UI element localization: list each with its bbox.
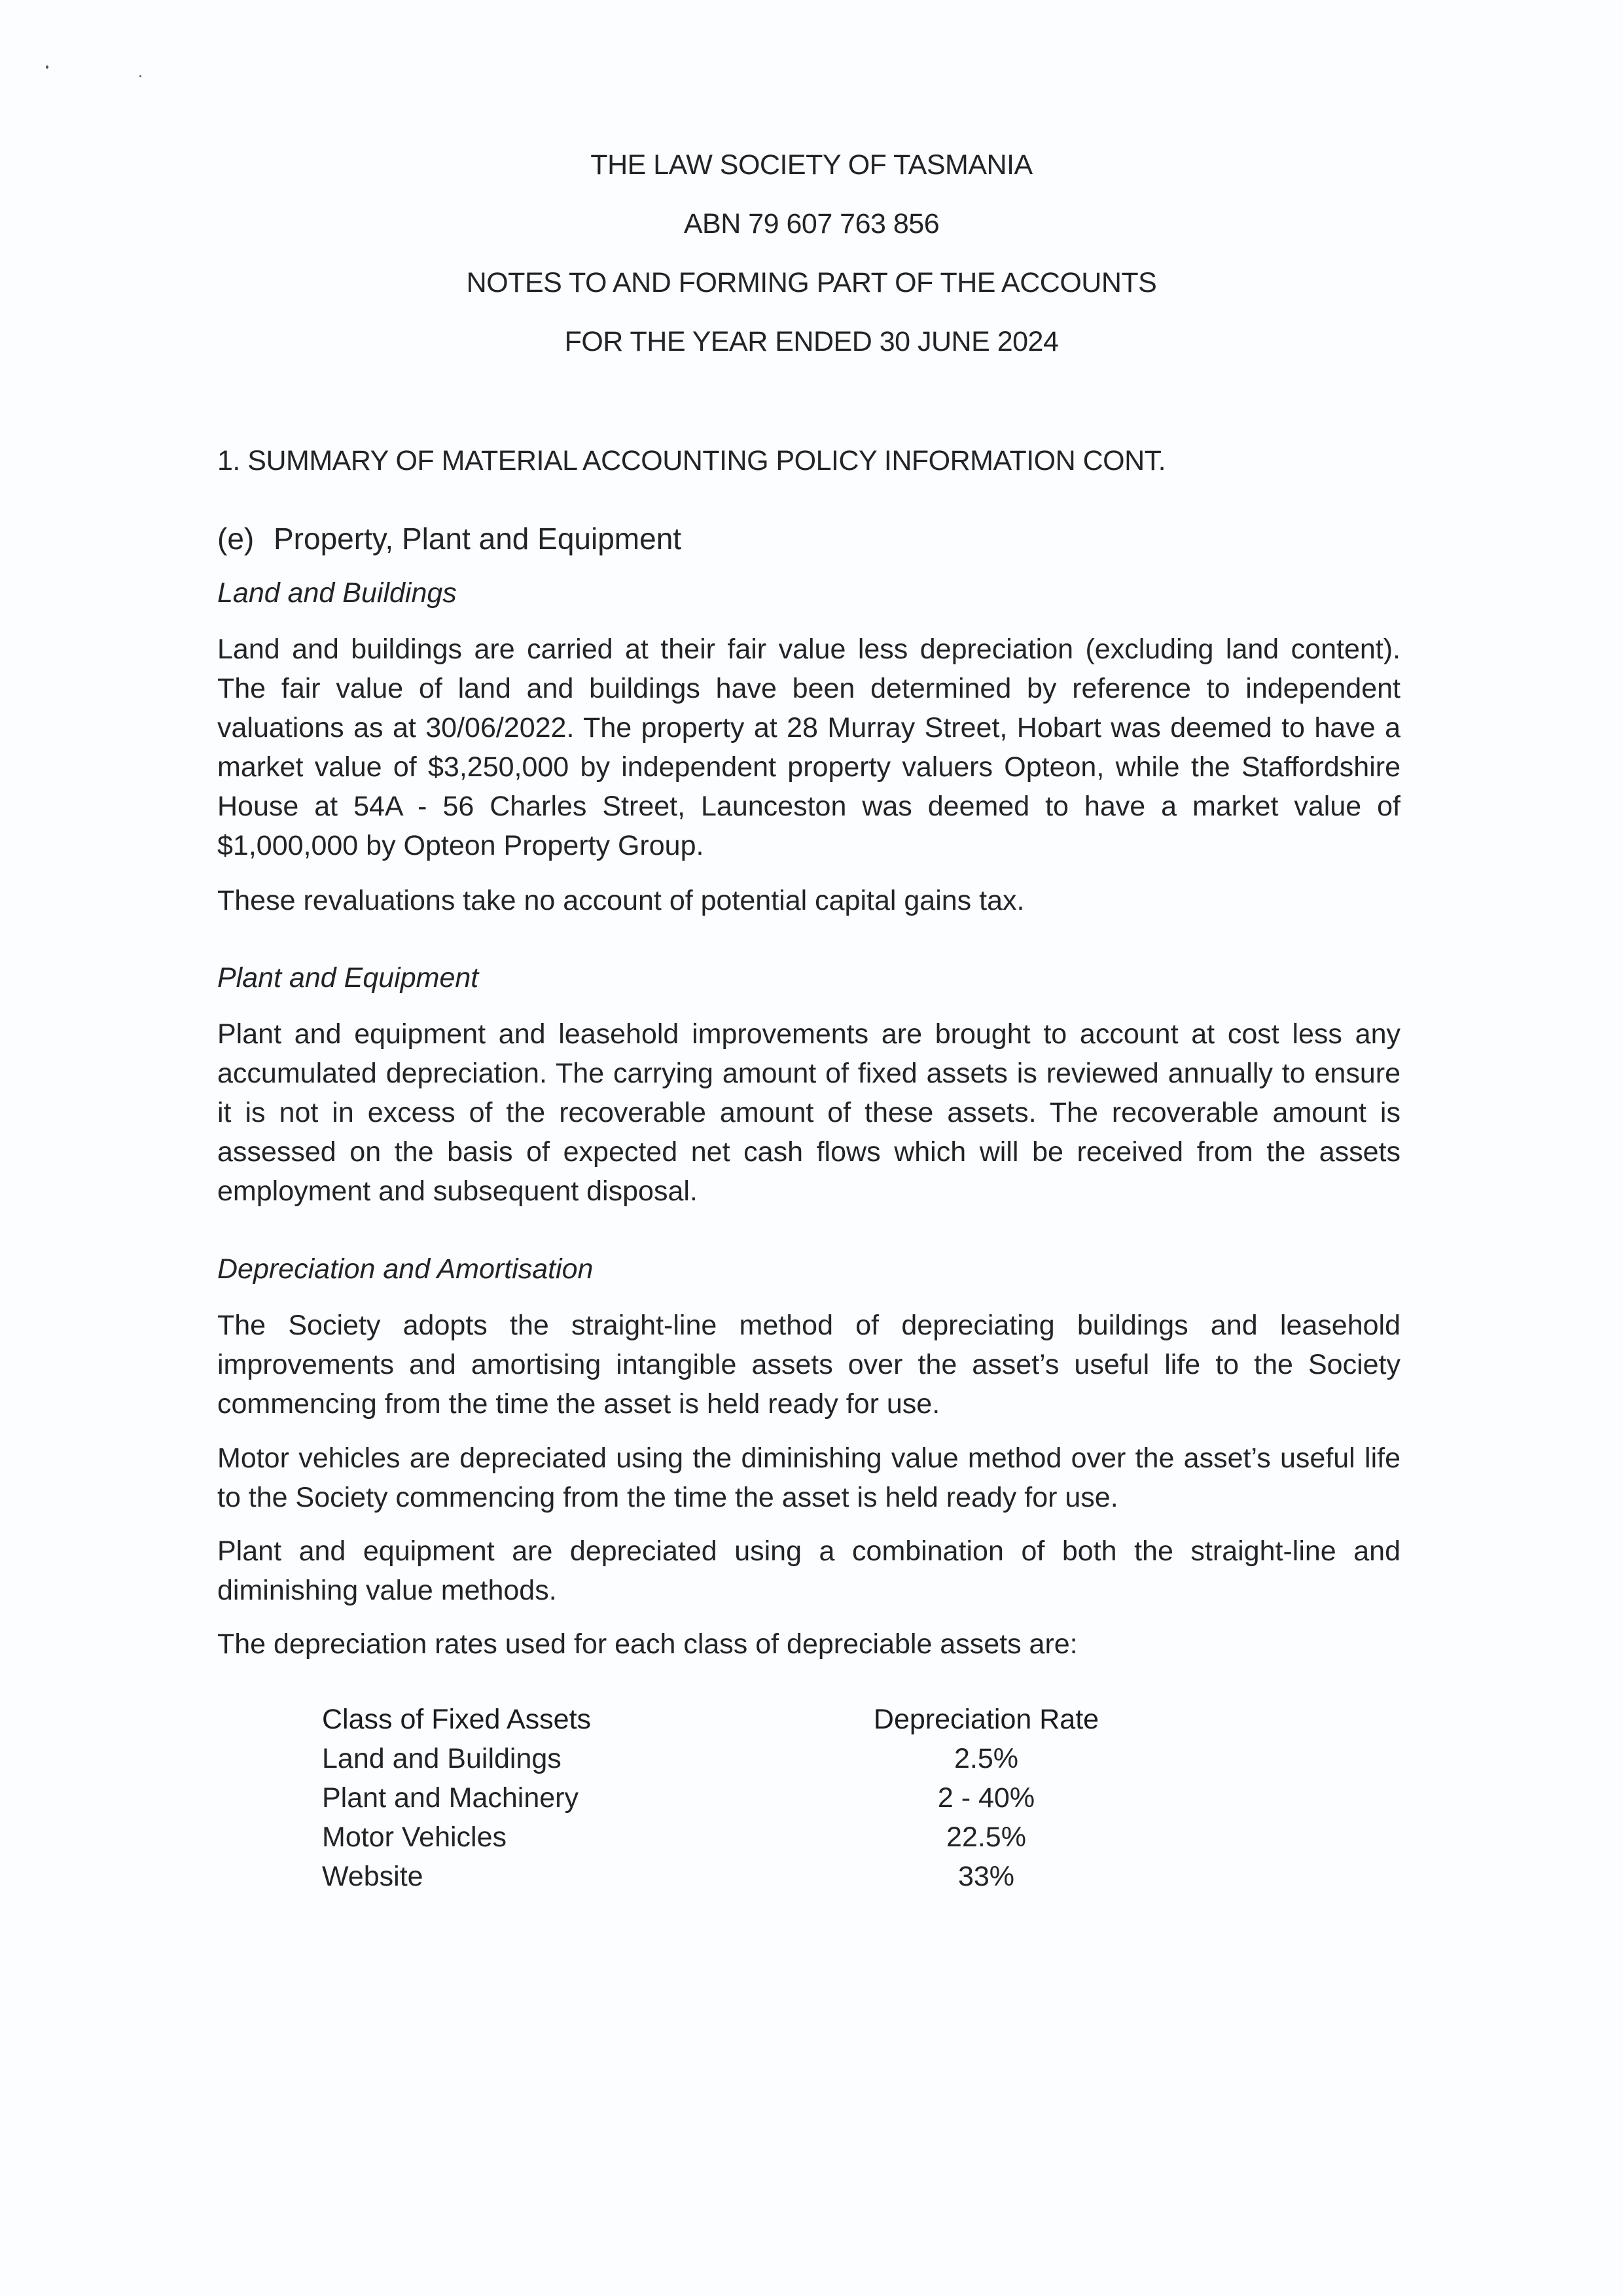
section-title: 1. SUMMARY OF MATERIAL ACCOUNTING POLICY INFORMATION CONT. — [217, 445, 1166, 476]
revaluations-paragraph: These revaluations take no account of potential capital gains tax. — [217, 885, 1025, 916]
scan-speck — [46, 65, 48, 69]
notes-title: NOTES TO AND FORMING PART OF THE ACCOUNTS — [466, 267, 1157, 298]
land-buildings-paragraph: Land and buildings are carried at their fair value less depreciation (excluding land content). The fair value of land and buildings have been determined by reference to independent valuations as at 30/06/2022. The property at 28 Murray Street, Hobart was deemed to have a market value of $3,250,000 by independent property valuers Opteon, while the Staffordshire House at 54A - 56 Charles Street, Launceston was deemed to have a market value of $1,000,000 by Opteon Property Group. — [217, 634, 1400, 861]
straight-line-paragraph: The Society adopts the straight-line method of depreciating buildings and leasehold improvements and amortising intangible assets over the asset’s useful life to the Society commencing from the time the asset is held ready for use. — [217, 1310, 1400, 1420]
asset-class: Motor Vehicles — [322, 1821, 507, 1853]
plant-equipment-heading: Plant and Equipment — [217, 962, 479, 994]
org-name: THE LAW SOCIETY OF TASMANIA — [590, 149, 1033, 181]
plant-methods-paragraph: Plant and equipment are depreciated using a combination of both the straight-line and diminishing value methods. — [217, 1535, 1400, 1606]
rates-intro-paragraph: The depreciation rates used for each class of depreciable assets are: — [217, 1628, 1078, 1660]
depreciation-rate: 33% — [957, 1861, 1015, 1892]
motor-vehicles-paragraph: Motor vehicles are depreciated using the diminishing value method over the asset’s useful life to the Society commencing from the time the asset is held ready for use. — [217, 1443, 1400, 1513]
column-header-rate: Depreciation Rate — [873, 1704, 1099, 1735]
depreciation-rate: 2.5% — [954, 1743, 1018, 1774]
subsection-title: Property, Plant and Equipment — [274, 522, 682, 556]
depreciation-rate: 22.5% — [946, 1821, 1026, 1853]
scan-speck — [139, 75, 141, 77]
column-header-class: Class of Fixed Assets — [322, 1704, 592, 1735]
subsection-heading — [217, 521, 681, 556]
depreciation-heading: Depreciation and Amortisation — [217, 1253, 594, 1285]
asset-class: Website — [322, 1861, 423, 1892]
period-title: FOR THE YEAR ENDED 30 JUNE 2024 — [564, 326, 1059, 357]
land-buildings-heading: Land and Buildings — [217, 577, 457, 609]
depreciation-rate: 2 - 40% — [937, 1782, 1035, 1814]
plant-equipment-paragraph: Plant and equipment and leasehold improvements are brought to account at cost less any accumulated depreciation. The carrying amount of fixed assets is reviewed annually to ensure it is not in excess of the recoverable amount of these assets. The recoverable amount is assessed on the basis of expected net cash flows which will be received from the assets employment and subsequent disposal. — [217, 1018, 1400, 1207]
asset-class: Land and Buildings — [322, 1743, 562, 1774]
abn: ABN 79 607 763 856 — [683, 208, 940, 240]
subsection-label: (e) — [217, 522, 255, 556]
asset-class: Plant and Machinery — [322, 1782, 579, 1814]
